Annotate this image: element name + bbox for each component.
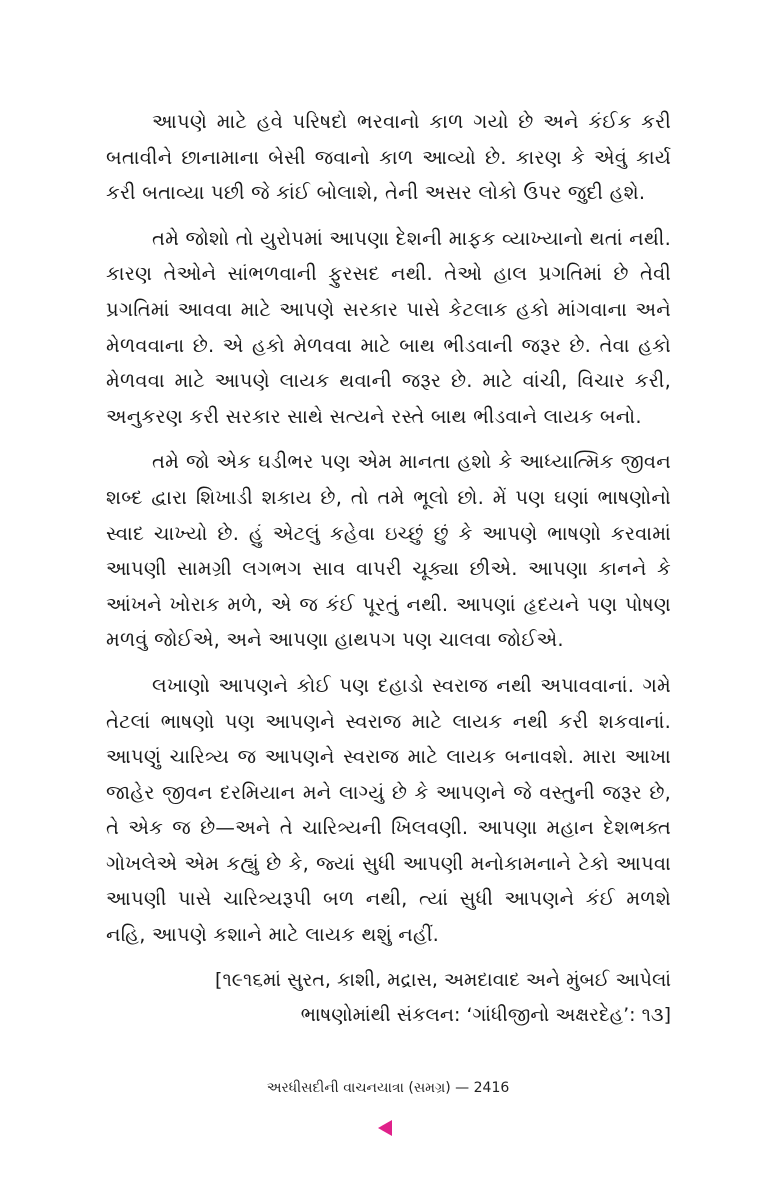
source-line-2: ભાષણોમાંથી સંકલન: ‘ગાંધીજીનો અક્ષરદેહ’: ૧૩] [300,1003,671,1026]
paragraph-4: લખાણો આપણને કોઈ પણ દહાડો સ્વરાજ નથી અપાવવાનાં. ગમે તેટલાં ભાષણો પણ આપણને સ્વરાજ માટે લાયક નથી કરી શકવાનાં. આપણું ચારિત્ર્ય જ આપણને સ્વરાજ માટે લાયક બનાવશે. મારા આખા જાહેર જીવન દરમિયાન મને લાગ્યું છે કે આપણને જે વસ્તુની જરૂર છે, તે એક જ છે—અને તે ચારિત્ર્યની ખિલવણી. આપણા મહાન દેશભક્ત ગોખલેએ એમ કહ્યું છે કે, જ્યાં સુધી આપણી મનોકામનાને ટેકો આપવા આપણી પાસે ચારિત્ર્યરૂપી બળ નથી, ત્યાં સુધી આપણને કંઈ મળશે નહિ, આપણે કશાને માટે લાયક થશું નહીં. [106,673,671,947]
paragraph-1: આપણે માટે હવે પરિષદો ભરવાનો કાળ ગયો છે અને કંઈક કરી બતાવીને છાનામાના બેસી જવાનો કાળ આવ્યો છે. કારણ કે એવું કાર્ય કરી બતાવ્યા પછી જે કાંઈ બોલાશે, તેની અસર લોકો ઉપર જુદી હશે. [106,110,671,205]
source-line-1: [૧૯૧૬માં સુરત, કાશી, મદ્રાસ, અમદાવાદ અને મુંબઈ આપેલાં [215,968,671,991]
paragraph-2: તમે જોશો તો યુરોપમાં આપણા દેશની માફક વ્યાખ્યાનો થતાં નથી. કારણ તેઓને સાંભળવાની ફુરસદ નથી. તેઓ હાલ પ્રગતિમાં છે તેવી પ્રગતિમાં આવવા માટે આપણે સરકાર પાસે કેટલાક હકો માંગવાના અને મેળવવાના છે. એ હકો મેળવવા માટે બાથ ભીડવાની જરૂર છે. તેવા હકો મેળવવા માટે આપણે લાયક થવાની જરૂર છે. માટે વાંચી, વિચાર કરી, અનુકરણ કરી સરકાર સાથે સત્યને રસ્તે બાથ ભીડવાને લાયક બનો. [106,226,671,428]
page-body [106,104,671,1033]
previous-page-arrow-icon[interactable] [378,1120,392,1136]
paragraph-3: તમે જો એક ઘડીભર પણ એમ માનતા હશો કે આધ્યાત્મિક જીવન શબ્દ દ્વારા શિખાડી શકાય છે, તો તમે ભૂલો છો. મેં પણ ઘણાં ભાષણોનો સ્વાદ ચાખ્યો છે. હું એટલું કહેવા ઇચ્છું છું કે આપણે ભાષણો કરવામાં આપણી સામગ્રી લગભગ સાવ વાપરી ચૂક્યા છીએ. આપણા કાનને કે આંખને ખોરાક મળે, એ જ કંઈ પૂરતું નથી. આપણાં હૃદયને પણ પોષણ મળવું જોઈએ, અને આપણા હાથપગ પણ ચાલવા જોઈએ. [106,450,671,652]
page-footer: અરધીસદીની વાચનયાત્રા (સમગ્ર) — 2416 [266,1080,510,1096]
source-citation [106,963,671,1033]
